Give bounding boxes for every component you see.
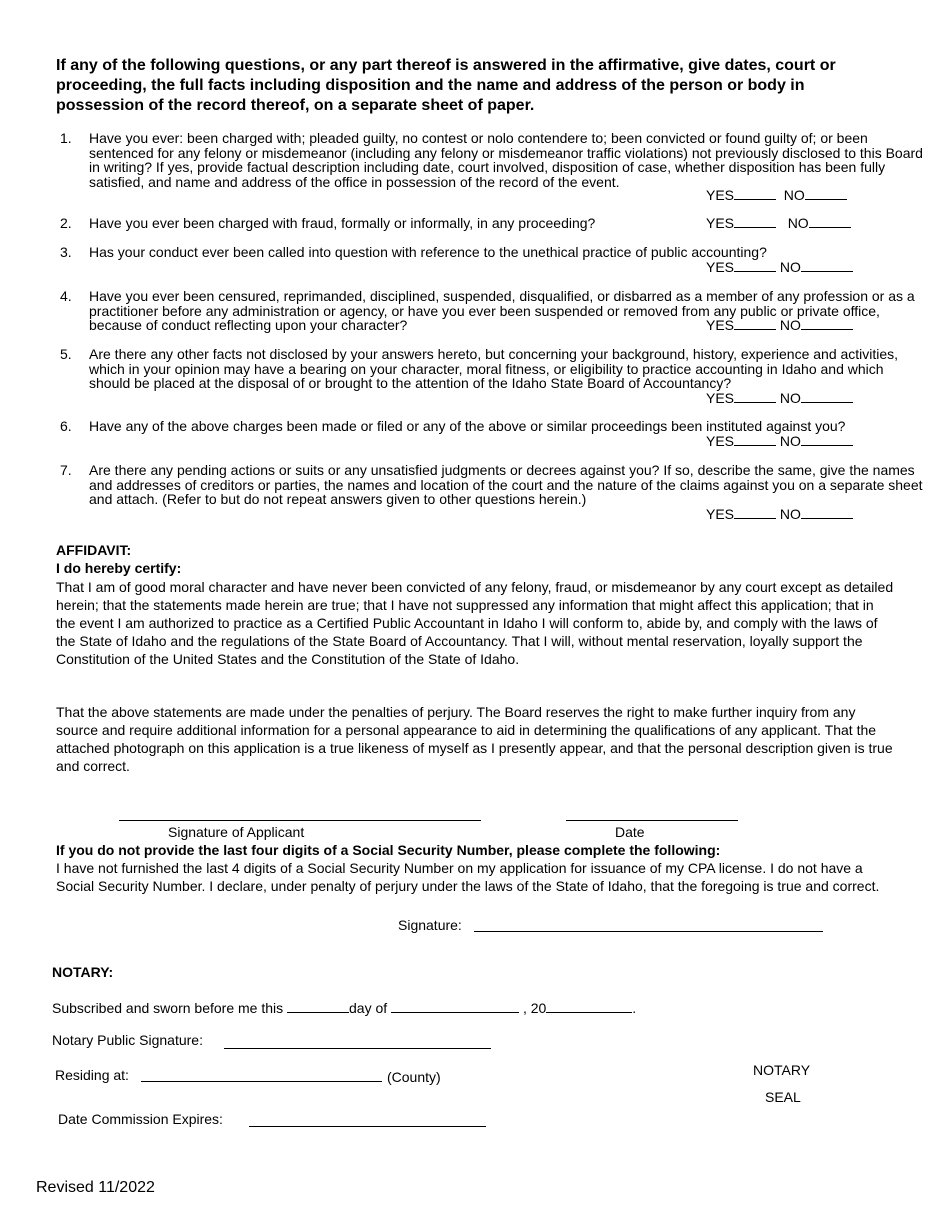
no-answer-blank[interactable] [801, 328, 853, 330]
yes-answer-blank[interactable] [734, 401, 776, 403]
question-6 [60, 419, 930, 451]
question-text: Has your conduct ever been called into question with reference to the unethical practice of public accounting? [89, 244, 767, 260]
notary-seal-label: NOTARY [753, 1062, 811, 1078]
notary-signature-line[interactable] [224, 1048, 491, 1049]
ssn-signature-label: Signature: [398, 917, 462, 933]
year-prefix: , 20 [522, 1000, 547, 1016]
residing-line[interactable] [141, 1081, 382, 1082]
question-number: 7. [60, 462, 72, 478]
no-label: NO [779, 433, 801, 449]
answer-yes-no [706, 507, 853, 522]
yes-answer-blank[interactable] [734, 517, 776, 519]
no-answer-blank[interactable] [801, 270, 853, 272]
question-number: 4. [60, 288, 72, 304]
question-text: Have you ever been charged with fraud, formally or informally, in any proceeding? [89, 215, 596, 231]
applicant-signature-line[interactable] [119, 820, 481, 821]
question-text: Are there any pending actions or suits or any unsatisfied judgments or decrees against you? If so, describe the same, give the names and addresses of creditors or parties, the names and location of the court and the nature of the claims against you on a separate sheet and attach. (Refer to but do not repeat answers given to other questions herein.) [89, 462, 923, 508]
ssn-declaration: I have not furnished the last 4 digits of a Social Security Number on my application for issuance of my CPA license. I do not have a Social Security Number. I declare, under penalty of perjury under the laws of the State of Idaho, that the foregoing is true and correct. [56, 860, 880, 894]
question-text: Have you ever been censured, reprimanded, disciplined, suspended, disqualified, or disbarred as a member of any profession or as a practitioner before any administration or agency, or have you ever been suspended or removed from any public or private office, because of conduct reflecting upon your character? [89, 288, 915, 334]
no-label: NO [779, 317, 801, 333]
period: . [632, 1000, 637, 1016]
yes-label: YES [706, 390, 735, 406]
date-label: Date [615, 824, 645, 840]
question-2 [60, 216, 930, 234]
question-number: 1. [60, 130, 72, 146]
answer-yes-no [706, 318, 853, 333]
yes-label: YES [706, 433, 735, 449]
day-of-label: day of [349, 1000, 388, 1016]
commission-expires-label: Date Commission Expires: [58, 1111, 223, 1127]
question-4 [60, 289, 930, 335]
year-blank[interactable] [546, 1011, 632, 1013]
question-1 [60, 131, 930, 205]
question-text: Have you ever: been charged with; pleaded guilty, no contest or nolo contendere to; been convicted or found guilty of; or been sentenced for any felony or misdemeanor (including any felony or misdemeanor traffic violations) not previously disclosed to this Board in writing? If yes, provide factual description including date, court involved, disposition of case, whether disposition has been fully satisfied, and name and address of the office in possession of the record of the event. [89, 130, 923, 190]
no-label: NO [779, 390, 801, 406]
notary-subscribed-row [52, 999, 636, 1017]
subscribed-label: Subscribed and sworn before me this [52, 1000, 284, 1016]
question-3 [60, 245, 930, 277]
answer-yes-no [706, 188, 847, 203]
question-5 [60, 347, 930, 407]
residing-label: Residing at: [55, 1067, 129, 1083]
no-label: NO [783, 187, 805, 203]
answer-yes-no [706, 216, 851, 231]
yes-label: YES [706, 317, 735, 333]
no-answer-blank[interactable] [801, 401, 853, 403]
answer-yes-no [706, 434, 853, 449]
affidavit-heading: AFFIDAVIT: [56, 542, 132, 558]
no-label: NO [787, 215, 809, 231]
answer-yes-no [706, 260, 853, 275]
yes-label: YES [706, 259, 735, 275]
notary-signature-label: Notary Public Signature: [52, 1032, 203, 1048]
applicant-signature-label: Signature of Applicant [168, 824, 305, 840]
affidavit-paragraph-1: That I am of good moral character and have never been convicted of any felony, fraud, or misdemeanor by any court except as detailed herein; that the statements made herein are true; that I have not suppressed any information that might affect this application; that in the event I am authorized to practice as a Certified Public Accountant in Idaho I will conform to, abide by, and comply with the laws of the State of Idaho and the regulations of the State Board of Accountancy. That I will, without mental reservation, loyally support the Constitution of the United States and the Constitution of the State of Idaho. [56, 579, 894, 667]
date-line[interactable] [566, 820, 738, 821]
no-answer-blank[interactable] [809, 226, 851, 228]
ssn-signature-line[interactable] [474, 931, 823, 932]
affidavit-subheading: I do hereby certify: [56, 560, 182, 576]
yes-answer-blank[interactable] [734, 270, 776, 272]
question-number: 5. [60, 346, 72, 362]
question-number: 6. [60, 418, 72, 434]
no-answer-blank[interactable] [801, 517, 853, 519]
affidavit-paragraph-2: That the above statements are made under the penalties of perjury. The Board reserves the right to make further inquiry from any source and require additional information for a personal appearance to aid in determining the qualifications of any applicant. That the attached photograph on this application is a true likeness of myself as I presently appear, and that the personal description given is true and correct. [56, 704, 893, 774]
question-number: 3. [60, 244, 72, 260]
no-answer-blank[interactable] [805, 198, 847, 200]
yes-label: YES [706, 187, 735, 203]
revision-date: Revised 11/2022 [36, 1179, 155, 1196]
question-text: Are there any other facts not disclosed by your answers hereto, but concerning your background, history, experience and activities, which in your opinion may have a bearing on your character, moral fitness, or eligibility to practice accounting in Idaho and which should be placed at the disposal of or brought to the attention of the Idaho State Board of Accountancy? [89, 346, 899, 392]
no-answer-blank[interactable] [801, 444, 853, 446]
yes-label: YES [706, 215, 735, 231]
question-number: 2. [60, 215, 72, 231]
question-7 [60, 463, 930, 523]
notary-heading: NOTARY: [52, 964, 114, 980]
answer-yes-no [706, 391, 853, 406]
month-blank[interactable] [391, 1011, 519, 1013]
no-label: NO [779, 506, 801, 522]
ssn-heading: If you do not provide the last four digits of a Social Security Number, please complete the following: [56, 842, 721, 858]
question-text: Have any of the above charges been made or filed or any of the above or similar proceedings been instituted against you? [89, 418, 846, 434]
no-label: NO [779, 259, 801, 275]
yes-answer-blank[interactable] [734, 198, 776, 200]
yes-answer-blank[interactable] [734, 444, 776, 446]
day-blank[interactable] [287, 1011, 349, 1013]
commission-expires-line[interactable] [249, 1126, 486, 1127]
yes-label: YES [706, 506, 735, 522]
county-label: (County) [387, 1069, 441, 1085]
notary-seal-label-2: SEAL [765, 1089, 801, 1105]
yes-answer-blank[interactable] [734, 328, 776, 330]
yes-answer-blank[interactable] [734, 226, 776, 228]
instructions-heading: If any of the following questions, or any part thereof is answered in the affirmative, give dates, court or proceeding, the full facts including disposition and the name and address of the person or body in possession of the record thereof, on a separate sheet of paper. [56, 57, 836, 114]
